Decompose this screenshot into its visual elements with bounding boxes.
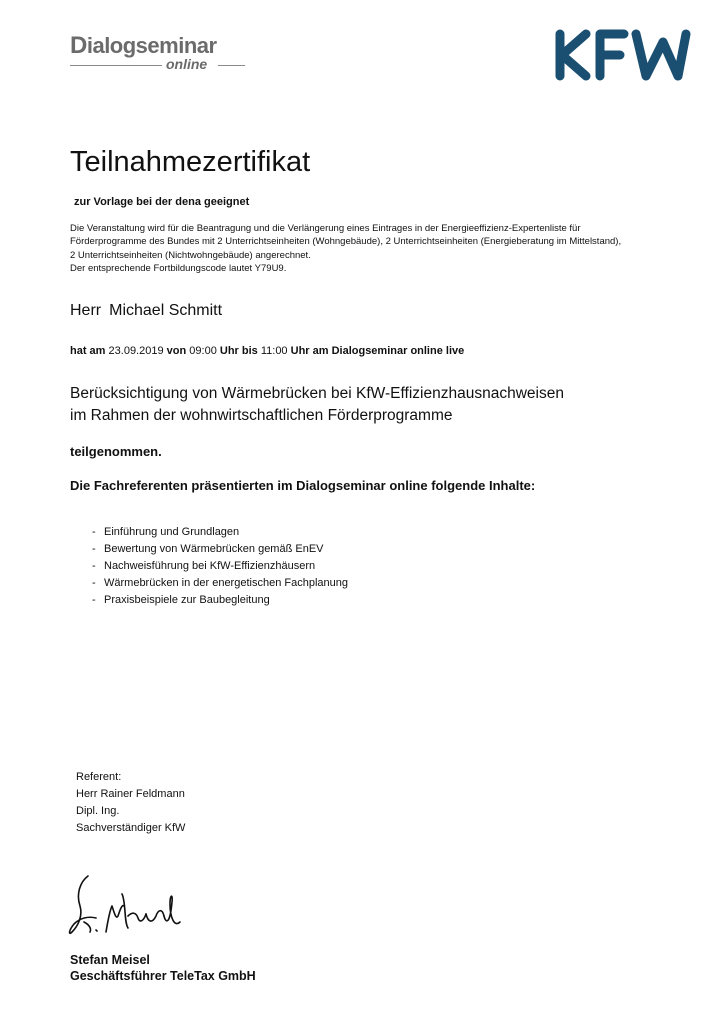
from-label: von [166,345,187,357]
attended-text: teilgenommen. [70,444,162,459]
note-line: Die Veranstaltung wird für die Beantragung und die Verlängerung eines Eintrages in der Energieeffizienz-Expertenliste für [70,223,581,234]
list-item [92,541,348,558]
participant-name [70,302,222,320]
note-line: 2 Unterrichtseinheiten (Nichtwohngebäude) angerechnet. [70,249,311,261]
referent-block [76,769,185,837]
date-suffix: Uhr am Dialogseminar online live [290,345,465,357]
until-label: Uhr bis [219,345,258,357]
handwritten-signature [66,872,186,942]
bullet-dash: - [92,543,96,555]
kfw-logo [552,28,692,82]
referent-line: Referent: [76,771,122,783]
logo-rule-right [218,65,245,66]
date-prefix: hat am [70,345,106,357]
referent-line: Dipl. Ing. [76,805,120,817]
signature-graphic [66,872,186,942]
certificate-subtitle: zur Vorlage bei der dena geeignet [74,196,250,208]
participant-full-name: Michael Schmitt [109,302,223,319]
note-line: Der entsprechende Fortbildungscode lautet Y79U9. [70,263,287,275]
topics-list [92,524,348,609]
end-time: 11:00 [260,345,288,357]
referent-line: Herr Rainer Feldmann [76,788,185,800]
note-line: Förderprogramme des Bundes mit 2 Unterrichtseinheiten (Wohngebäude), 2 Unterrichtseinheiten (Energieberatung im Mittelstand), [70,236,622,248]
list-item [92,524,348,541]
dialogseminar-wordmark: Dialogseminar [70,32,217,59]
list-item [92,592,348,609]
session-date: 23.09.2019 [108,345,164,357]
list-item [92,575,348,592]
logo-rule-left [70,65,162,66]
signer-block [70,952,256,984]
bullet-dash: - [92,577,96,589]
session-date-line [70,345,464,357]
course-title [70,383,564,427]
bullet-dash: - [92,526,96,538]
start-time: 09:00 [189,345,217,357]
certificate-title: Teilnahmezertifikat [70,146,311,178]
topic-label: Nachweisführung bei KfW-Effizienzhäusern [104,560,316,572]
course-title-line: im Rahmen der wohnwirtschaftlichen Förderprogramme [70,407,453,424]
topic-label: Praxisbeispiele zur Baubegleitung [104,594,270,606]
kfw-logo-graphic [552,28,692,82]
online-wordmark: online [166,56,208,72]
bullet-dash: - [92,594,96,606]
signer-name: Stefan Meisel [70,953,150,967]
list-item [92,558,348,575]
participant-salutation: Herr [70,302,102,319]
accreditation-note [70,222,720,276]
dialogseminar-online-logo [70,32,245,74]
topics-intro: Die Fachreferenten präsentierten im Dialogseminar online folgende Inhalte: [70,478,536,493]
topic-label: Wärmebrücken in der energetischen Fachplanung [104,577,348,589]
topic-label: Bewertung von Wärmebrücken gemäß EnEV [104,543,324,555]
bullet-dash: - [92,560,96,572]
referent-line: Sachverständiger KfW [76,822,186,834]
topic-label: Einführung und Grundlagen [104,526,240,538]
signer-role: Geschäftsführer TeleTax GmbH [70,969,256,983]
course-title-line: Berücksichtigung von Wärmebrücken bei KfW-Effizienzhausnachweisen [70,385,564,402]
